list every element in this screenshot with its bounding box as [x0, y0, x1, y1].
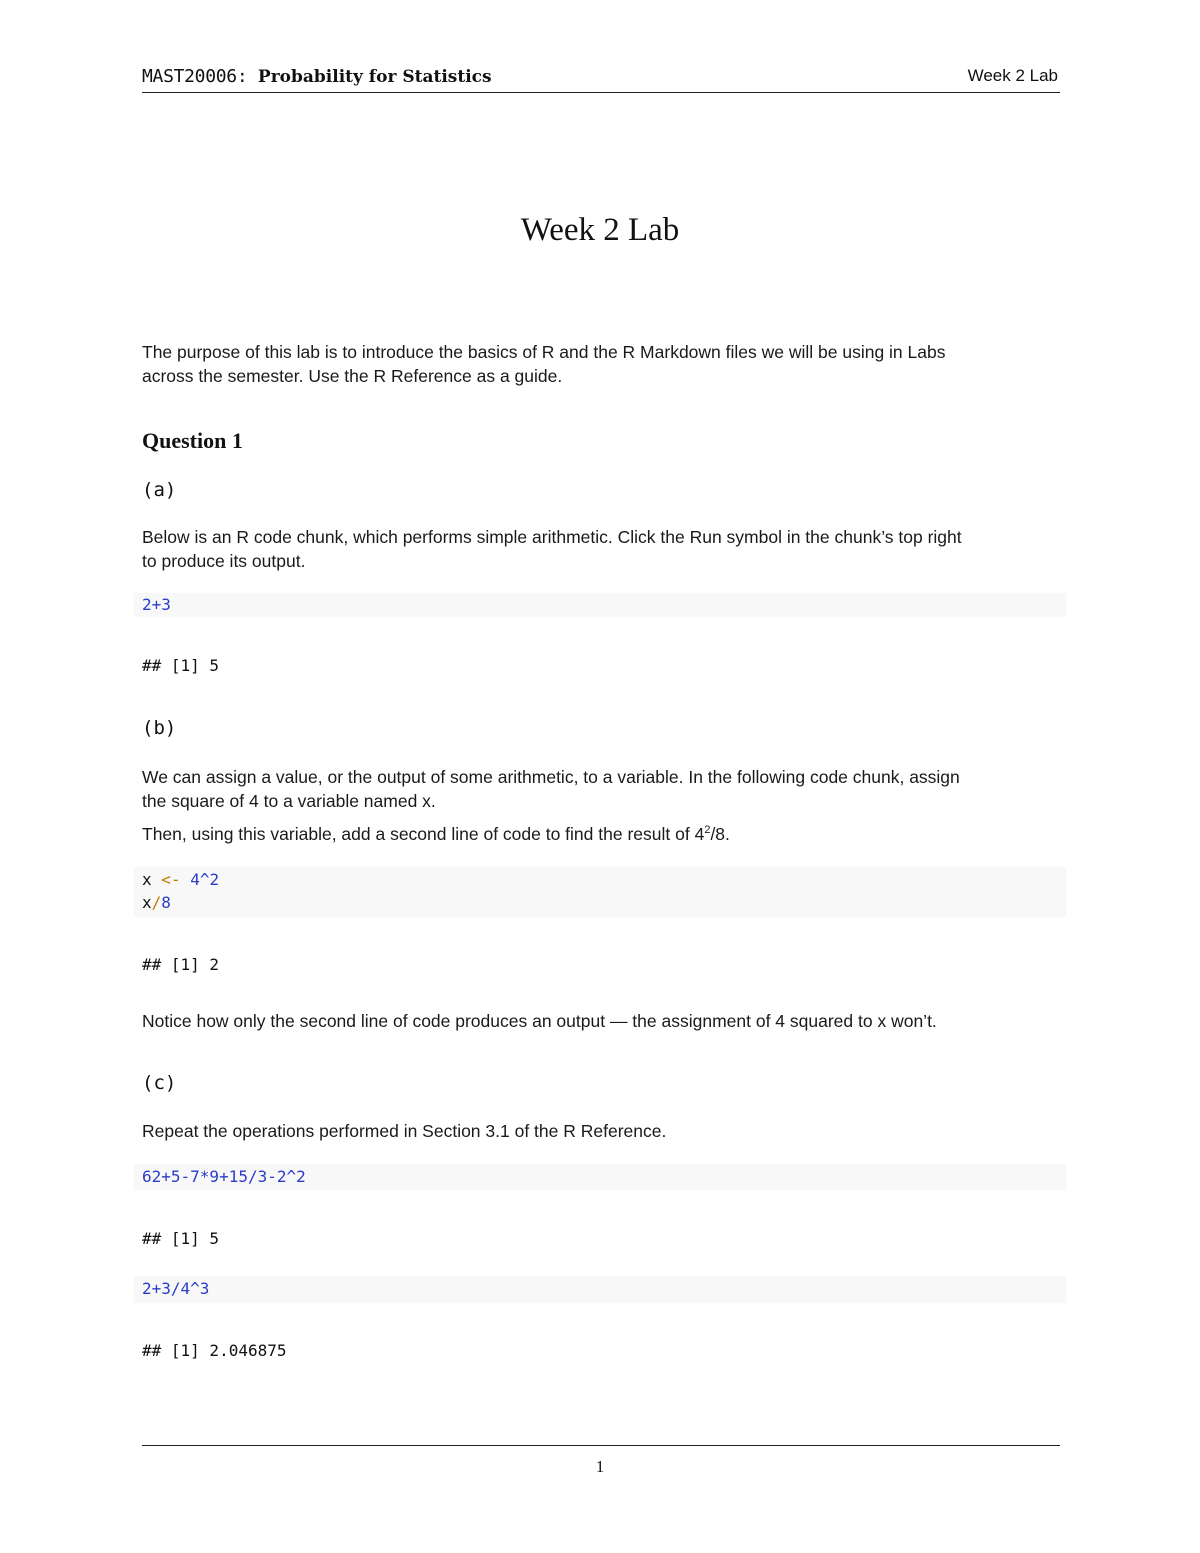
code-operator: /	[151, 893, 162, 912]
part-b-text-line-1: We can assign a value, or the output of some arithmetic, to a variable. In the following code chunk, assign	[142, 767, 960, 787]
code-chunk-a[interactable]	[134, 593, 1066, 617]
code-chunk-c1[interactable]	[134, 1164, 1066, 1190]
output-a: ## [1] 5	[142, 656, 220, 675]
part-a-heading: (a)	[142, 479, 177, 501]
code-number: 4^2	[190, 870, 220, 889]
part-b-then-text	[142, 822, 1060, 846]
code-line	[142, 891, 171, 915]
page-title: Week 2 Lab	[520, 212, 680, 248]
output-c2: ## [1] 2.046875	[142, 1341, 287, 1360]
part-a-text-line-2: to produce its output.	[142, 551, 306, 571]
intro-line-1: The purpose of this lab is to introduce the basics of R and the R Markdown files we will be using in Labs	[142, 342, 946, 362]
then-text-suffix: /8.	[710, 824, 730, 844]
code-line: 2+3/4^3	[142, 1279, 210, 1298]
running-header-left	[142, 66, 492, 87]
part-a-text	[142, 525, 1060, 573]
code-variable: x	[142, 893, 152, 912]
code-number: 8	[161, 893, 171, 912]
code-line: 2+3	[142, 595, 171, 614]
part-c-text: Repeat the operations performed in Section 3.1 of the R Reference.	[142, 1121, 667, 1141]
course-code: MAST20006:	[142, 66, 248, 87]
intro-paragraph	[142, 340, 1060, 388]
code-operator: <-	[161, 870, 181, 889]
output-c1: ## [1] 5	[142, 1229, 220, 1248]
output-b: ## [1] 2	[142, 955, 220, 974]
footer-rule	[142, 1445, 1060, 1446]
then-text-prefix: Then, using this variable, add a second line of code to find the result of 4	[142, 824, 705, 844]
part-b-text	[142, 765, 1060, 813]
intro-line-2: across the semester. Use the R Reference as a guide.	[142, 366, 563, 386]
part-c-heading: (c)	[142, 1072, 177, 1094]
code-line: 62+5-7*9+15/3-2^2	[142, 1167, 306, 1186]
part-a-text-line-1: Below is an R code chunk, which performs simple arithmetic. Click the Run symbol in the chunk’s top right	[142, 527, 962, 547]
code-line	[142, 868, 219, 892]
question-1-heading: Question 1	[142, 428, 243, 453]
code-variable: x	[142, 870, 152, 889]
header-rule	[142, 92, 1060, 93]
part-b-text-line-2: the square of 4 to a variable named x.	[142, 791, 436, 811]
part-b-notice: Notice how only the second line of code produces an output — the assignment of 4 squared to x won’t.	[142, 1011, 937, 1031]
page-number: 1	[595, 1457, 605, 1476]
superscript: 2	[704, 824, 711, 836]
code-chunk-c2[interactable]	[134, 1276, 1066, 1303]
part-b-heading: (b)	[142, 717, 177, 739]
running-header-right: Week 2 Lab	[967, 66, 1058, 85]
code-chunk-b[interactable]	[134, 867, 1066, 917]
course-name: Probability for Statistics	[257, 67, 492, 87]
